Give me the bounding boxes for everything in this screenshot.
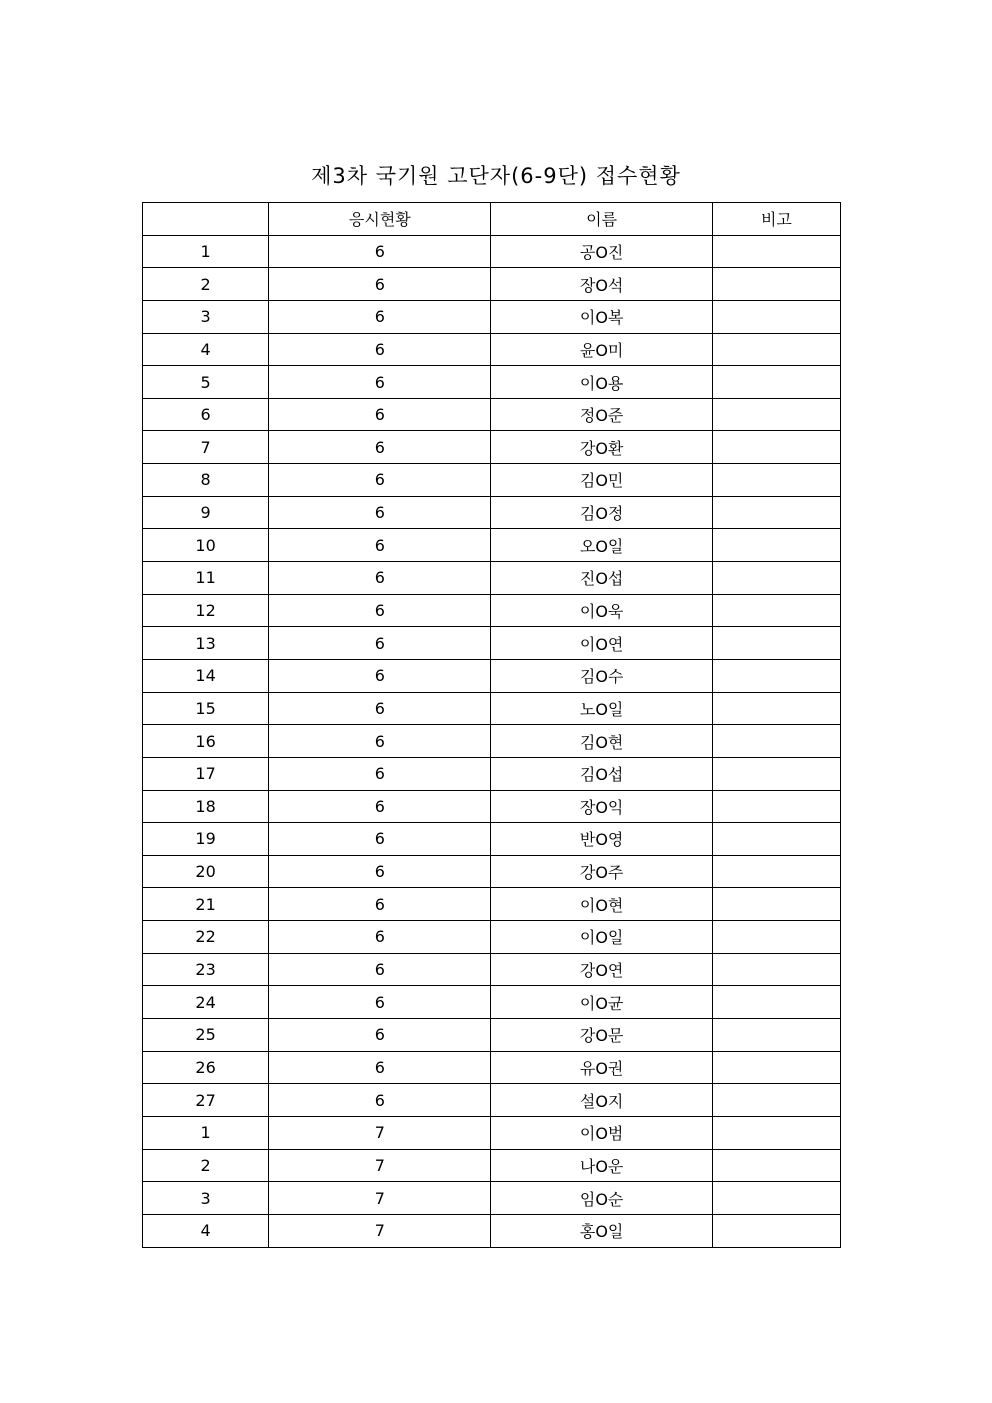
cell-name: 나O운 bbox=[491, 1149, 712, 1182]
cell-name: 노O일 bbox=[491, 692, 712, 725]
cell-number: 6 bbox=[143, 398, 269, 431]
cell-number: 5 bbox=[143, 366, 269, 399]
cell-exam-status: 6 bbox=[269, 627, 491, 660]
table-row bbox=[143, 1116, 841, 1149]
cell-remarks bbox=[712, 1149, 840, 1182]
table-row bbox=[143, 496, 841, 529]
cell-number: 20 bbox=[143, 855, 269, 888]
table-row bbox=[143, 953, 841, 986]
cell-number: 19 bbox=[143, 823, 269, 856]
cell-remarks bbox=[712, 1214, 840, 1247]
cell-remarks bbox=[712, 1051, 840, 1084]
cell-exam-status: 6 bbox=[269, 986, 491, 1019]
cell-name: 장O익 bbox=[491, 790, 712, 823]
cell-remarks bbox=[712, 790, 840, 823]
cell-name: 강O문 bbox=[491, 1019, 712, 1052]
header-remarks: 비고 bbox=[712, 203, 840, 236]
table-row bbox=[143, 1182, 841, 1215]
table-row bbox=[143, 562, 841, 595]
cell-exam-status: 6 bbox=[269, 366, 491, 399]
cell-number: 1 bbox=[143, 235, 269, 268]
cell-exam-status: 6 bbox=[269, 790, 491, 823]
cell-number: 3 bbox=[143, 300, 269, 333]
table-header bbox=[143, 203, 841, 236]
cell-remarks bbox=[712, 235, 840, 268]
cell-number: 11 bbox=[143, 562, 269, 595]
cell-name: 공O진 bbox=[491, 235, 712, 268]
cell-remarks bbox=[712, 562, 840, 595]
cell-name: 임O순 bbox=[491, 1182, 712, 1215]
cell-remarks bbox=[712, 1019, 840, 1052]
cell-remarks bbox=[712, 1116, 840, 1149]
cell-name: 오O일 bbox=[491, 529, 712, 562]
document-title: 제3차 국기원 고단자(6-9단) 접수현황 bbox=[311, 164, 681, 188]
cell-number: 3 bbox=[143, 1182, 269, 1215]
cell-exam-status: 6 bbox=[269, 333, 491, 366]
cell-name: 강O환 bbox=[491, 431, 712, 464]
cell-remarks bbox=[712, 300, 840, 333]
cell-remarks bbox=[712, 431, 840, 464]
cell-remarks bbox=[712, 725, 840, 758]
cell-exam-status: 6 bbox=[269, 398, 491, 431]
cell-remarks bbox=[712, 594, 840, 627]
cell-exam-status: 7 bbox=[269, 1214, 491, 1247]
table-row bbox=[143, 888, 841, 921]
cell-remarks bbox=[712, 659, 840, 692]
cell-name: 이O균 bbox=[491, 986, 712, 1019]
table-row bbox=[143, 594, 841, 627]
cell-number: 2 bbox=[143, 1149, 269, 1182]
cell-name: 반O영 bbox=[491, 823, 712, 856]
cell-remarks bbox=[712, 366, 840, 399]
cell-remarks bbox=[712, 627, 840, 660]
cell-remarks bbox=[712, 333, 840, 366]
cell-exam-status: 6 bbox=[269, 431, 491, 464]
table-row bbox=[143, 366, 841, 399]
table-row bbox=[143, 855, 841, 888]
cell-exam-status: 6 bbox=[269, 659, 491, 692]
cell-exam-status: 7 bbox=[269, 1149, 491, 1182]
table-row bbox=[143, 921, 841, 954]
cell-remarks bbox=[712, 921, 840, 954]
cell-number: 13 bbox=[143, 627, 269, 660]
cell-remarks bbox=[712, 986, 840, 1019]
cell-name: 이O현 bbox=[491, 888, 712, 921]
cell-number: 10 bbox=[143, 529, 269, 562]
cell-exam-status: 6 bbox=[269, 496, 491, 529]
cell-name: 김O섭 bbox=[491, 757, 712, 790]
table-row bbox=[143, 398, 841, 431]
table-row bbox=[143, 235, 841, 268]
cell-remarks bbox=[712, 1084, 840, 1117]
cell-remarks bbox=[712, 268, 840, 301]
table-row bbox=[143, 333, 841, 366]
cell-name: 김O수 bbox=[491, 659, 712, 692]
cell-exam-status: 6 bbox=[269, 594, 491, 627]
cell-name: 이O일 bbox=[491, 921, 712, 954]
cell-exam-status: 6 bbox=[269, 562, 491, 595]
cell-name: 장O석 bbox=[491, 268, 712, 301]
cell-remarks bbox=[712, 398, 840, 431]
cell-number: 17 bbox=[143, 757, 269, 790]
cell-name: 이O범 bbox=[491, 1116, 712, 1149]
cell-name: 정O준 bbox=[491, 398, 712, 431]
cell-exam-status: 6 bbox=[269, 300, 491, 333]
cell-number: 14 bbox=[143, 659, 269, 692]
cell-name: 설O지 bbox=[491, 1084, 712, 1117]
cell-exam-status: 6 bbox=[269, 529, 491, 562]
table-row bbox=[143, 1214, 841, 1247]
cell-number: 23 bbox=[143, 953, 269, 986]
cell-number: 4 bbox=[143, 333, 269, 366]
table-row bbox=[143, 1051, 841, 1084]
cell-name: 이O연 bbox=[491, 627, 712, 660]
table-row bbox=[143, 300, 841, 333]
cell-exam-status: 7 bbox=[269, 1116, 491, 1149]
cell-number: 24 bbox=[143, 986, 269, 1019]
table-body bbox=[143, 235, 841, 1247]
cell-number: 15 bbox=[143, 692, 269, 725]
cell-exam-status: 6 bbox=[269, 855, 491, 888]
cell-number: 16 bbox=[143, 725, 269, 758]
cell-name: 이O용 bbox=[491, 366, 712, 399]
table-row bbox=[143, 1019, 841, 1052]
cell-exam-status: 6 bbox=[269, 757, 491, 790]
cell-number: 2 bbox=[143, 268, 269, 301]
cell-exam-status: 6 bbox=[269, 268, 491, 301]
table-row bbox=[143, 431, 841, 464]
table-row bbox=[143, 790, 841, 823]
cell-remarks bbox=[712, 529, 840, 562]
table-row bbox=[143, 1149, 841, 1182]
cell-number: 21 bbox=[143, 888, 269, 921]
cell-name: 진O섭 bbox=[491, 562, 712, 595]
cell-exam-status: 7 bbox=[269, 1182, 491, 1215]
table-row bbox=[143, 725, 841, 758]
cell-exam-status: 6 bbox=[269, 953, 491, 986]
cell-remarks bbox=[712, 888, 840, 921]
cell-exam-status: 6 bbox=[269, 235, 491, 268]
cell-name: 윤O미 bbox=[491, 333, 712, 366]
cell-exam-status: 6 bbox=[269, 823, 491, 856]
cell-number: 18 bbox=[143, 790, 269, 823]
cell-name: 이O복 bbox=[491, 300, 712, 333]
cell-remarks bbox=[712, 757, 840, 790]
cell-name: 유O권 bbox=[491, 1051, 712, 1084]
cell-remarks bbox=[712, 855, 840, 888]
cell-exam-status: 6 bbox=[269, 464, 491, 497]
header-number bbox=[143, 203, 269, 236]
cell-exam-status: 6 bbox=[269, 1084, 491, 1117]
table-row bbox=[143, 464, 841, 497]
cell-exam-status: 6 bbox=[269, 1019, 491, 1052]
cell-name: 강O연 bbox=[491, 953, 712, 986]
cell-exam-status: 6 bbox=[269, 888, 491, 921]
cell-name: 홍O일 bbox=[491, 1214, 712, 1247]
cell-number: 22 bbox=[143, 921, 269, 954]
table-row bbox=[143, 823, 841, 856]
cell-name: 김O민 bbox=[491, 464, 712, 497]
table-row bbox=[143, 692, 841, 725]
table-row bbox=[143, 986, 841, 1019]
registration-table bbox=[142, 202, 841, 1248]
header-name: 이름 bbox=[491, 203, 712, 236]
cell-number: 8 bbox=[143, 464, 269, 497]
cell-exam-status: 6 bbox=[269, 692, 491, 725]
table-row bbox=[143, 659, 841, 692]
cell-number: 25 bbox=[143, 1019, 269, 1052]
cell-exam-status: 6 bbox=[269, 1051, 491, 1084]
cell-number: 4 bbox=[143, 1214, 269, 1247]
cell-number: 7 bbox=[143, 431, 269, 464]
cell-number: 9 bbox=[143, 496, 269, 529]
cell-name: 강O주 bbox=[491, 855, 712, 888]
cell-number: 26 bbox=[143, 1051, 269, 1084]
table-row bbox=[143, 1084, 841, 1117]
header-exam-status: 응시현황 bbox=[269, 203, 491, 236]
table-row bbox=[143, 268, 841, 301]
cell-remarks bbox=[712, 1182, 840, 1215]
header-row bbox=[143, 203, 841, 236]
cell-remarks bbox=[712, 692, 840, 725]
cell-remarks bbox=[712, 464, 840, 497]
cell-remarks bbox=[712, 496, 840, 529]
cell-exam-status: 6 bbox=[269, 921, 491, 954]
cell-name: 이O욱 bbox=[491, 594, 712, 627]
cell-number: 27 bbox=[143, 1084, 269, 1117]
cell-name: 김O현 bbox=[491, 725, 712, 758]
cell-exam-status: 6 bbox=[269, 725, 491, 758]
cell-name: 김O정 bbox=[491, 496, 712, 529]
table-row bbox=[143, 627, 841, 660]
cell-remarks bbox=[712, 823, 840, 856]
cell-number: 12 bbox=[143, 594, 269, 627]
cell-number: 1 bbox=[143, 1116, 269, 1149]
table-row bbox=[143, 757, 841, 790]
table-row bbox=[143, 529, 841, 562]
cell-remarks bbox=[712, 953, 840, 986]
